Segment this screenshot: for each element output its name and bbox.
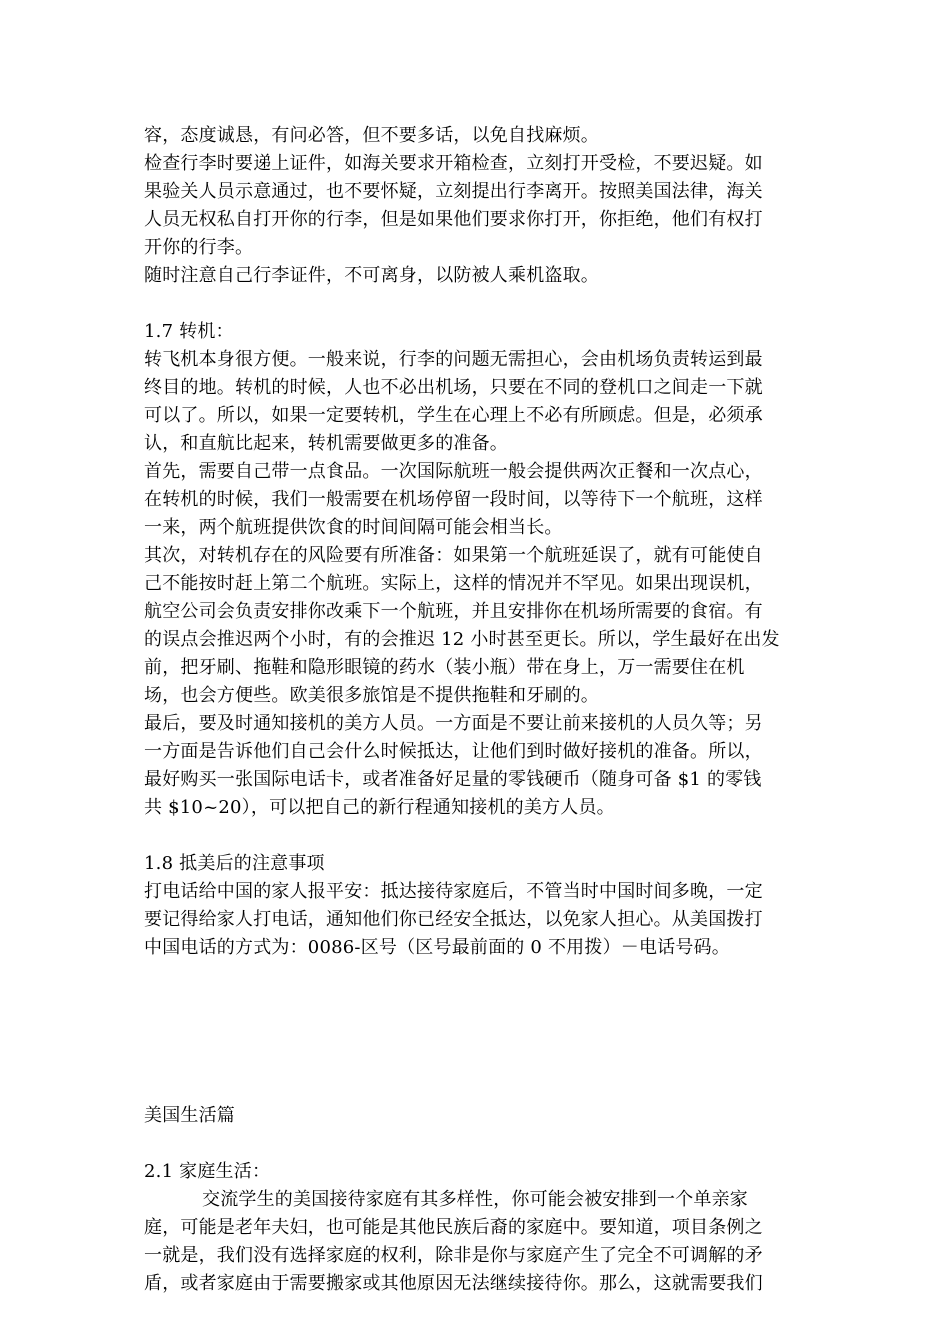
spacer <box>144 962 814 1102</box>
text-line: 共 $10~20），可以把自己的新行程通知接机的美方人员。 <box>144 797 615 818</box>
text-line: 前，把牙刷、拖鞋和隐形眼镜的药水（装小瓶）带在身上，万一需要住在机 <box>144 657 745 678</box>
arrival-paragraphs <box>144 878 814 962</box>
text-line: 盾，或者家庭由于需要搬家或其他原因无法继续接待你。那么，这就需要我们 <box>144 1273 763 1294</box>
text-line: 场，也会方便些。欧美很多旅馆是不提供拖鞋和牙刷的。 <box>144 685 599 706</box>
text-line: 航空公司会负责安排你改乘下一个航班，并且安排你在机场所需要的食宿。有 <box>144 601 763 622</box>
text-line: 要记得给家人打电话，通知他们你已经安全抵达，以免家人担心。从美国拨打 <box>144 909 763 930</box>
text-line: 最好购买一张国际电话卡，或者准备好足量的零钱硬币（随身可备 $1 的零钱 <box>144 769 762 790</box>
text-line: 其次，对转机存在的风险要有所准备：如果第一个航班延误了，就有可能使自 <box>144 545 763 566</box>
text-line: 转飞机本身很方便。一般来说，行李的问题无需担心，会由机场负责转运到最 <box>144 349 763 370</box>
text-line: 最后，要及时通知接机的美方人员。一方面是不要让前来接机的人员久等；另 <box>144 713 763 734</box>
text-line: 果验关人员示意通过，也不要怀疑，立刻提出行李离开。按照美国法律，海关 <box>144 181 763 202</box>
text-line: 认，和直航比起来，转机需要做更多的准备。 <box>144 433 508 454</box>
text-line: 一方面是告诉他们自己会什么时候抵达，让他们到时做好接机的准备。所以， <box>144 741 763 762</box>
section-title: 美国生活篇 <box>144 1105 235 1126</box>
text-line: 首先，需要自己带一点食品。一次国际航班一般会提供两次正餐和一次点心， <box>144 461 763 482</box>
text-line: 在转机的时候，我们一般需要在机场停留一段时间，以等待下一个航班，这样 <box>144 489 763 510</box>
text-line: 可以了。所以，如果一定要转机，学生在心理上不必有所顾虑。但是，必须承 <box>144 405 763 426</box>
text-line: 的误点会推迟两个小时，有的会推迟 12 小时甚至更长。所以，学生最好在出发 <box>144 629 780 650</box>
text-line: 庭，可能是老年夫妇，也可能是其他民族后裔的家庭中。要知道，项目条例之 <box>144 1217 763 1238</box>
text-line: 检查行李时要递上证件，如海关要求开箱检查，立刻打开受检，不要迟疑。如 <box>144 153 763 174</box>
spacer <box>144 290 814 318</box>
text-line: 终目的地。转机的时候，人也不必出机场，只要在不同的登机口之间走一下就 <box>144 377 763 398</box>
text-line: 人员无权私自打开你的行李，但是如果他们要求你打开，你拒绝，他们有权打 <box>144 209 763 230</box>
text-line: 己不能按时赶上第二个航班。实际上，这样的情况并不罕见。如果出现误机， <box>144 573 763 594</box>
family-paragraphs <box>144 1186 814 1298</box>
text-line: 交流学生的美国接待家庭有其多样性，你可能会被安排到一个单亲家 <box>202 1189 748 1210</box>
customs-paragraphs <box>144 122 814 290</box>
transfer-heading: 1.7 转机： <box>144 321 234 342</box>
arrival-heading: 1.8 抵美后的注意事项 <box>144 853 325 874</box>
spacer <box>144 822 814 850</box>
transfer-paragraphs <box>144 346 814 822</box>
text-line: 中国电话的方式为：0086-区号（区号最前面的 0 不用拨）－电话号码。 <box>144 937 730 958</box>
text-line: 容，态度诚恳，有问必答，但不要多话，以免自找麻烦。 <box>144 125 599 146</box>
text-line: 一来，两个航班提供饮食的时间间隔可能会相当长。 <box>144 517 563 538</box>
spacer <box>144 1130 814 1158</box>
text-line: 打电话给中国的家人报平安：抵达接待家庭后，不管当时中国时间多晚，一定 <box>144 881 763 902</box>
family-heading: 2.1 家庭生活： <box>144 1161 271 1182</box>
text-line: 开你的行李。 <box>144 237 254 258</box>
text-line: 随时注意自己行李证件，不可离身，以防被人乘机盗取。 <box>144 265 599 286</box>
text-line: 一就是，我们没有选择家庭的权利，除非是你与家庭产生了完全不可调解的矛 <box>144 1245 763 1266</box>
document-page <box>144 122 814 1298</box>
